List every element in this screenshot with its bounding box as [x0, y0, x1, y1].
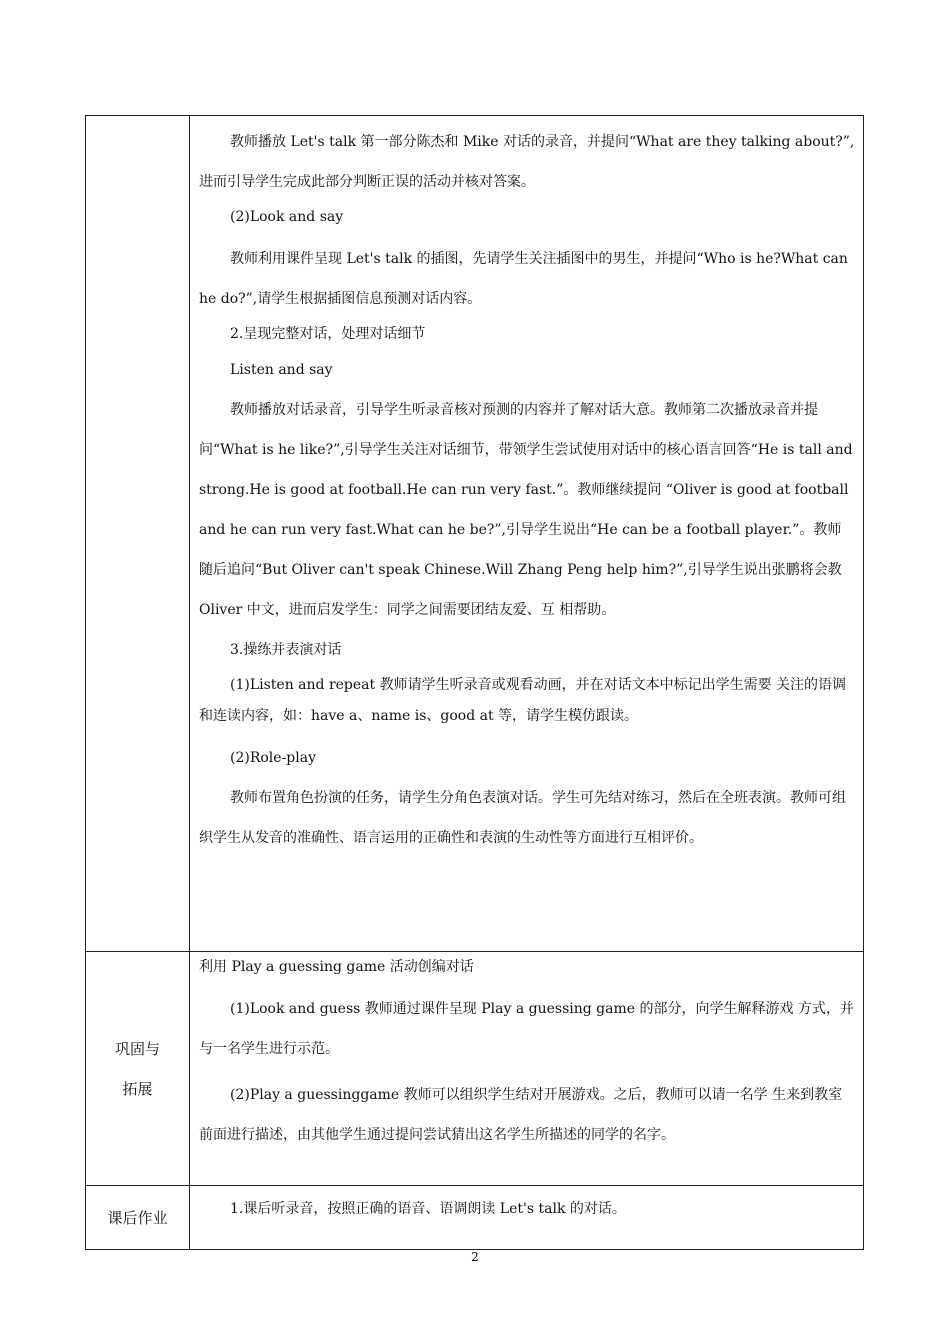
paragraph: (2)Look and say	[230, 209, 344, 225]
paragraph: (1)Look and guess 教师通过课件呈现 Play a guessing game 的部分，向学生解释游戏 方式，并与一名学生进行示范。	[199, 1001, 854, 1057]
paragraph: 1.课后听录音，按照正确的语音、语调朗读 Let's talk 的对话。	[230, 1201, 626, 1217]
table-row	[86, 116, 864, 952]
row-content-consolidation	[190, 952, 864, 1186]
row-label-homework: 课后作业	[86, 1186, 190, 1250]
row-label-consolidation	[86, 952, 190, 1186]
row-label-empty	[86, 116, 190, 952]
paragraph: 教师利用课件呈现 Let's talk 的插图，先请学生关注插图中的男生，并提问“Who is he?What can he do?”,请学生根据插图信息预测对话内容。	[199, 251, 848, 307]
paragraph: (1)Listen and repeat 教师请学生听录音或观看动画，并在对话文本中标记出学生需要 关注的语调和连读内容，如：have a、name is、good at 等，请学生模仿跟读。	[199, 677, 847, 724]
table-row	[86, 952, 864, 1186]
paragraph: 3.操练并表演对话	[230, 642, 342, 658]
lesson-plan-table	[85, 115, 864, 1250]
page-number: 2	[471, 1250, 479, 1264]
paragraph: Listen and say	[230, 362, 333, 378]
row-content-homework	[190, 1186, 864, 1250]
paragraph: 2.呈现完整对话，处理对话细节	[230, 326, 426, 342]
paragraph: 教师播放 Let's talk 第一部分陈杰和 Mike 对话的录音，并提问“What are they talking about?”,进而引导学生完成此部分判断正误的活动并核对答案。	[199, 134, 855, 190]
paragraph: (2)Role-play	[230, 750, 316, 766]
paragraph: 利用 Play a guessing game 活动创编对话	[199, 959, 474, 975]
row-label-line: 巩固与	[114, 1039, 160, 1058]
paragraph: 教师布置角色扮演的任务，请学生分角色表演对话。学生可先结对练习，然后在全班表演。教师可组织学生从发音的准确性、语言运用的正确性和表演的生动性等方面进行互相评价。	[199, 790, 846, 846]
row-content-presentation	[190, 116, 864, 952]
table-row	[86, 1186, 864, 1250]
paragraph: 教师播放对话录音，引导学生听录音核对预测的内容并了解对话大意。教师第二次播放录音并提问“What is he like?”,引导学生关注对话细节，带领学生尝试使用对话中的核心语言回答“He is tall and strong.He is good at football.He can run very fast.”。教师继续提问 “Oliver is good at football and he can run very fast.What can he be?”,引导学生说出“He can be a football player.”。教师随后追问“But Oliver can't speak Chinese.Will Zhang Peng help him?”,引导学生说出张鹏将会教 Oliver 中文，进而启发学生：同学之间需要团结友爱、互 相帮助。	[199, 402, 853, 618]
paragraph: (2)Play a guessinggame 教师可以组织学生结对开展游戏。之后，教师可以请一名学 生来到教室前面进行描述，由其他学生通过提问尝试猜出这名学生所描述的同学的名字。	[199, 1087, 843, 1143]
row-label-line: 拓展	[122, 1079, 153, 1098]
